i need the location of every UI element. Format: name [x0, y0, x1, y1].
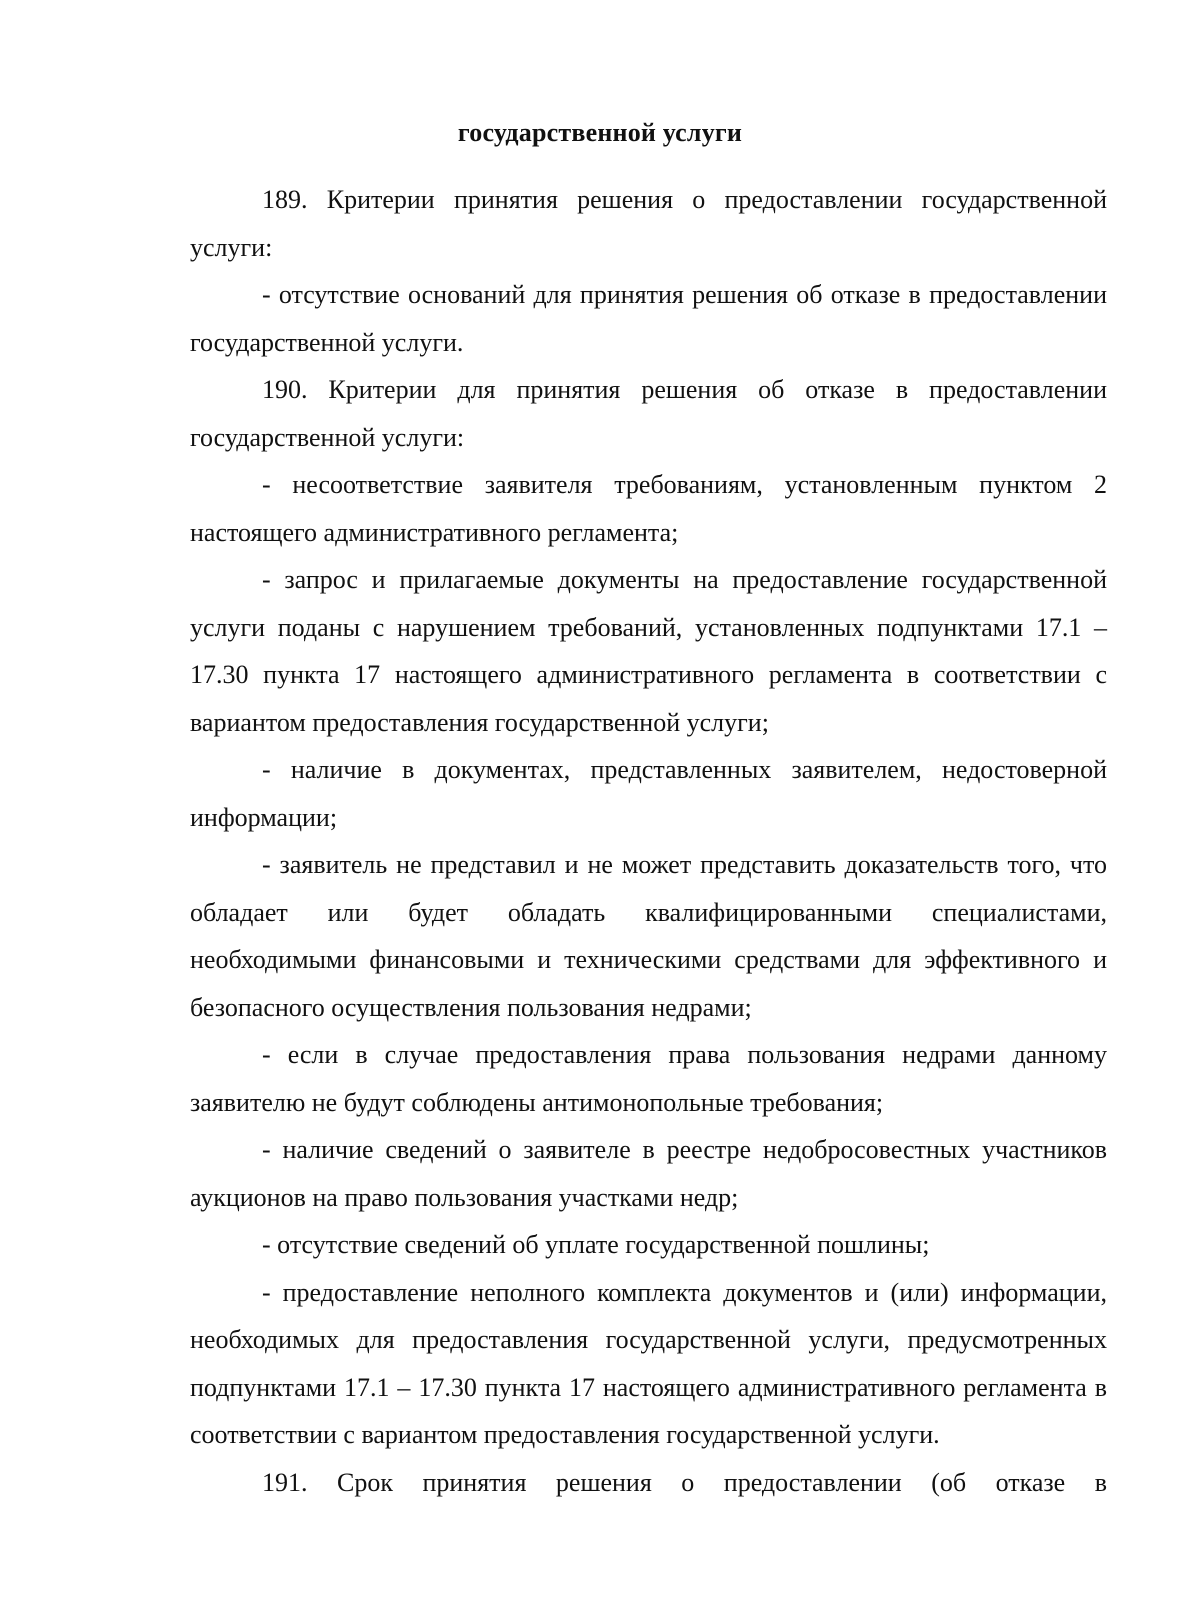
list-item: - несоответствие заявителя требованиям, установленным пунктом 2 настоящего административного регламента; — [190, 470, 1107, 547]
paragraph-190: 190. Критерии для принятия решения об отказе в предоставлении государственной услуги: — [190, 375, 1107, 452]
paragraph-191: 191. Срок принятия решения о предоставлении (об отказе в — [262, 1467, 1107, 1497]
list-item: - наличие сведений о заявителе в реестре недобросовестных участников аукционов на право пользования участками недр; — [190, 1135, 1107, 1212]
paragraph-189: 189. Критерии принятия решения о предоставлении государственной услуги: — [190, 185, 1107, 262]
list-item: - запрос и прилагаемые документы на предоставление государственной услуги поданы с нарушением требований, установленных подпунктами 17.1 – 17.30 пункта 17 настоящего административного регламента в соответствии с вариантом предоставления государственной услуги; — [190, 565, 1107, 737]
list-item: - отсутствие сведений об уплате государственной пошлины; — [262, 1230, 930, 1259]
list-item: - если в случае предоставления права пользования недрами данному заявителю не будут соблюдены антимонопольные требования; — [190, 1040, 1107, 1117]
list-item: - наличие в документах, представленных заявителем, недостоверной информации; — [190, 755, 1107, 832]
list-item: - заявитель не представил и не может представить доказательств того, что обладает или будет обладать квалифицированными специалистами, необходимыми финансовыми и техническими средствами для эффективного и безопасного осуществления пользования недрами; — [190, 850, 1107, 1022]
list-item: - отсутствие оснований для принятия решения об отказе в предоставлении государственной услуги. — [190, 280, 1107, 357]
section-heading: государственной услуги — [457, 118, 743, 147]
list-item: - предоставление неполного комплекта документов и (или) информации, необходимых для предоставления государственной услуги, предусмотренных подпунктами 17.1 – 17.30 пункта 17 настоящего административного регламента в соответствии с вариантом предоставления государственной услуги. — [190, 1277, 1107, 1449]
document-body — [190, 176, 1107, 1506]
